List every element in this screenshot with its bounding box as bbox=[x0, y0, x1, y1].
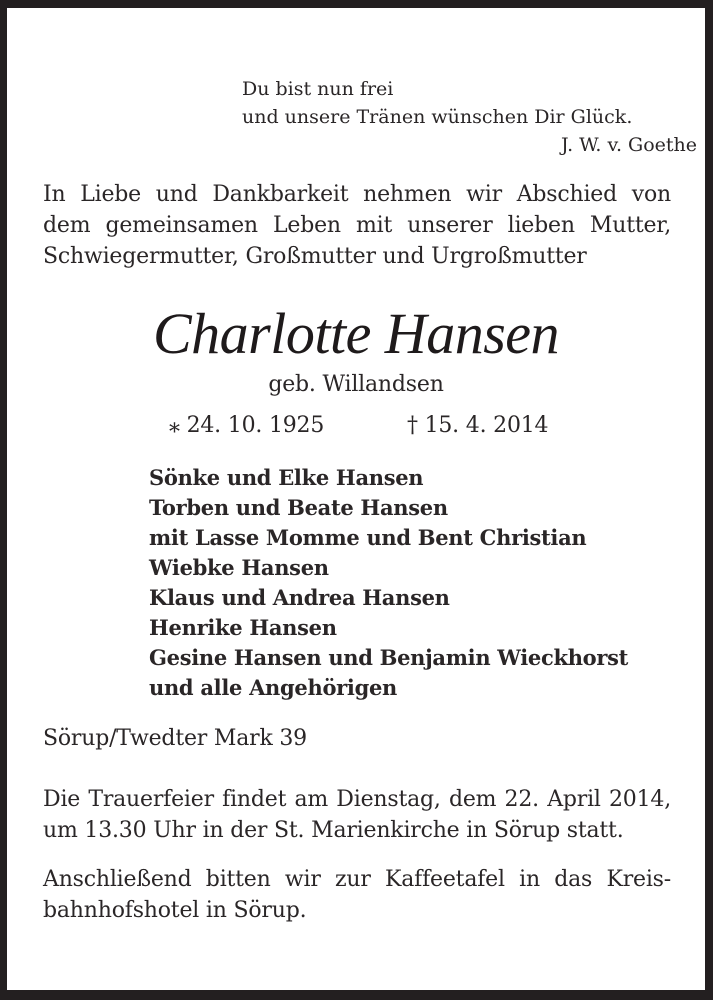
maiden-name: geb. Willandsen bbox=[268, 372, 444, 397]
address: Sörup/Twedter Mark 39 bbox=[43, 726, 307, 751]
mourner-line: und alle Angehörigen bbox=[149, 675, 397, 700]
death-date: † 15. 4. 2014 bbox=[407, 413, 549, 438]
mourner-line: Klaus und Andrea Hansen bbox=[149, 585, 450, 610]
deceased-name: Charlotte Hansen bbox=[152, 301, 560, 366]
reception-line-1: Anschließend bitten wir zur Kaffeetafel in das Kreis- bbox=[43, 867, 671, 892]
service-line-1: Die Trauerfeier findet am Dienstag, dem 22. April 2014, bbox=[43, 787, 671, 812]
quote-line-2: und unsere Tränen wünschen Dir Glück. bbox=[242, 106, 633, 128]
quote-line-1: Du bist nun frei bbox=[242, 78, 394, 100]
service-line-2: um 13.30 Uhr in der St. Marienkirche in Sörup statt. bbox=[43, 818, 624, 843]
mourner-line: Sönke und Elke Hansen bbox=[149, 465, 424, 490]
birth-date: ⁎ 24. 10. 1925 bbox=[169, 413, 325, 438]
mourner-line: Henrike Hansen bbox=[149, 615, 337, 640]
reception-line-2: bahnhofshotel in Sörup. bbox=[43, 898, 307, 923]
mourner-line: Wiebke Hansen bbox=[149, 555, 329, 580]
intro-line-2: dem gemeinsamen Leben mit unserer lieben Mutter, bbox=[43, 213, 671, 238]
intro-line-3: Schwiegermutter, Großmutter und Urgroßmutter bbox=[43, 244, 587, 269]
mourner-line: Torben und Beate Hansen bbox=[149, 495, 448, 520]
obituary-notice bbox=[7, 8, 705, 990]
quote-author: J. W. v. Goethe bbox=[560, 134, 697, 156]
intro-line-1: In Liebe und Dankbarkeit nehmen wir Abschied von bbox=[43, 182, 671, 207]
mourner-line: mit Lasse Momme und Bent Christian bbox=[149, 525, 587, 550]
mourner-line: Gesine Hansen und Benjamin Wieckhorst bbox=[149, 645, 629, 670]
